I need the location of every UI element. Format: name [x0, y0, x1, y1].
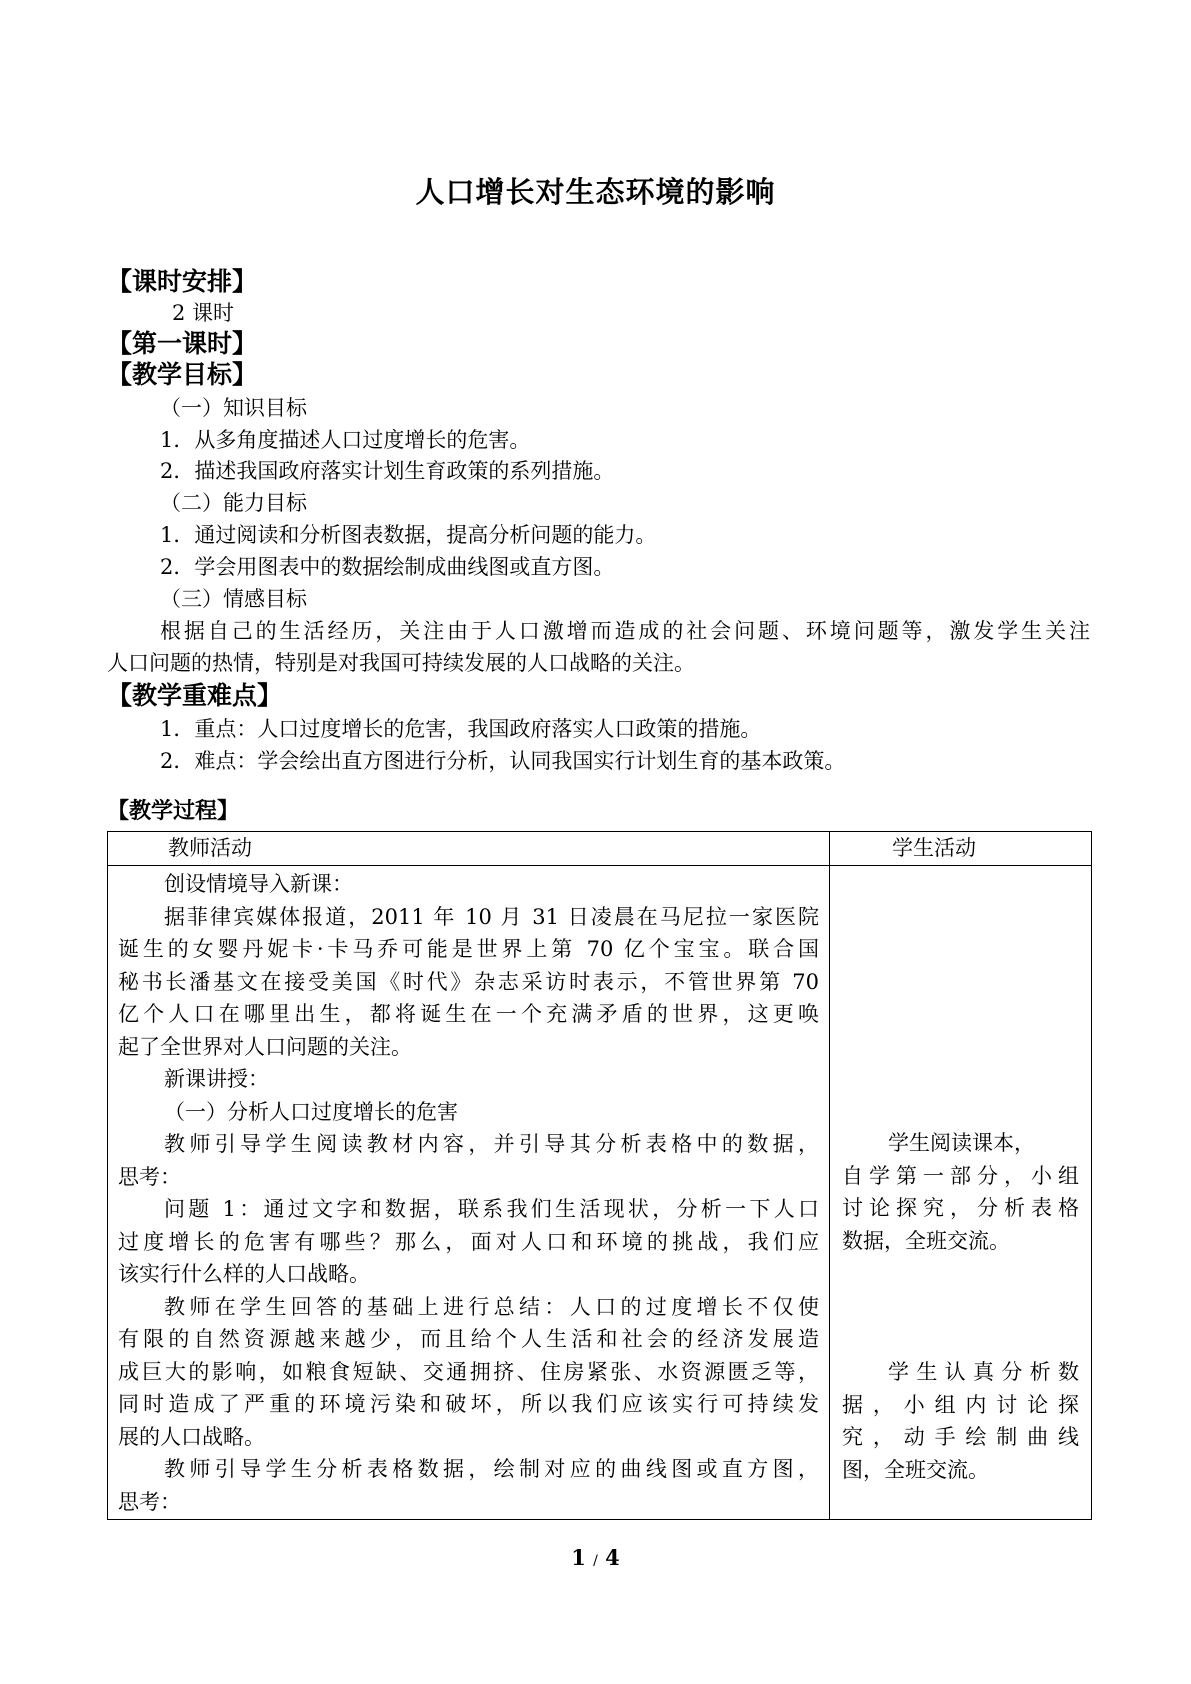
teacher-line: 新课讲授： [164, 1067, 269, 1091]
knowledge-objective-label: （一）知识目标 [160, 396, 307, 420]
emotion-objective-text: 人口问题的热情，特别是对我国可持续发展的人口战略的关注。 [107, 651, 695, 675]
page-number [0, 1545, 1191, 1570]
key-points-heading: 【教学重难点】 [107, 681, 283, 710]
teacher-line: 创设情境导入新课： [164, 872, 353, 896]
emotion-objective-label: （三）情感目标 [160, 587, 307, 611]
teacher-line: 诞生的女婴丹妮卡·卡马乔可能是世界上第 70 亿个宝宝。联合国 [118, 937, 819, 961]
student-line: 数据，全班交流。 [842, 1228, 1010, 1253]
teacher-line: 展的人口战略。 [118, 1424, 265, 1449]
teacher-line: 有限的自然资源越来越少，而且给个人生活和社会的经济发展造 [118, 1327, 819, 1351]
teacher-line: 该实行什么样的人口战略。 [118, 1262, 370, 1286]
knowledge-objective-item: 2．描述我国政府落实计划生育政策的系列措施。 [160, 459, 615, 483]
teacher-line: 思考： [118, 1489, 181, 1514]
student-column-header: 学生活动 [830, 832, 1092, 866]
page-separator: / [593, 1553, 598, 1569]
teacher-line: 教师在学生回答的基础上进行总结：人口的过度增长不仅使 [164, 1294, 819, 1319]
student-line: 图，全班交流。 [842, 1457, 989, 1482]
schedule-heading: 【课时安排】 [107, 267, 258, 296]
student-line: 学生阅读课本， [888, 1131, 1035, 1155]
teacher-line: 过度增长的危害有哪些？那么，面对人口和环境的挑战，我们应 [118, 1229, 819, 1254]
schedule-value: 2 课时 [172, 301, 235, 325]
teacher-column-header: 教师活动 [108, 832, 830, 866]
ability-objective-item: 2．学会用图表中的数据绘制成曲线图或直方图。 [160, 555, 615, 579]
emotion-objective-text: 根据自己的生活经历，关注由于人口激增而造成的社会问题、环境问题等，激发学生关注 [160, 619, 1090, 643]
teacher-line: 亿个人口在哪里出生，都将诞生在一个充满矛盾的世界，这更唤 [118, 1002, 819, 1026]
process-table [107, 831, 1092, 1520]
teacher-activity-cell [108, 866, 830, 1520]
student-activity-block [842, 1356, 1079, 1486]
student-line: 自学第一部分，小组 [842, 1163, 1079, 1188]
ability-objective-item: 1．通过阅读和分析图表数据，提高分析问题的能力。 [160, 523, 657, 547]
teacher-line: 秘书长潘基文在接受美国《时代》杂志采访时表示，不管世界第 70 [118, 969, 819, 994]
process-heading: 【教学过程】 [107, 799, 240, 824]
teacher-line: （一）分析人口过度增长的危害 [164, 1099, 458, 1124]
process-table-row [108, 866, 1092, 1520]
teacher-line: 同时造成了严重的环境污染和破坏，所以我们应该实行可持续发 [118, 1392, 819, 1416]
student-line: 究，动手绘制曲线 [842, 1425, 1079, 1449]
student-line: 学生认真分析数 [888, 1360, 1079, 1384]
objectives-heading: 【教学目标】 [107, 360, 258, 389]
process-table-header [108, 832, 1092, 866]
student-activity-block [842, 1127, 1079, 1257]
student-line: 据，小组内讨论探 [842, 1392, 1079, 1417]
student-line: 讨论探究，分析表格 [842, 1196, 1079, 1220]
first-lesson-heading: 【第一课时】 [107, 329, 258, 358]
page-total: 4 [605, 1545, 620, 1570]
teacher-line: 问题 1：通过文字和数据，联系我们生活现状，分析一下人口 [164, 1197, 819, 1221]
teacher-line: 教师引导学生分析表格数据，绘制对应的曲线图或直方图， [164, 1457, 819, 1481]
ability-objective-label: （二）能力目标 [160, 491, 307, 515]
page-current: 1 [571, 1545, 586, 1570]
student-activity-cell [830, 866, 1092, 1520]
teacher-line: 起了全世界对人口问题的关注。 [118, 1034, 412, 1059]
key-point-item: 1．重点：人口过度增长的危害，我国政府落实人口政策的措施。 [160, 717, 762, 741]
teacher-line: 据菲律宾媒体报道，2011 年 10 月 31 日凌晨在马尼拉一家医院 [164, 904, 819, 929]
key-point-item: 2．难点：学会绘出直方图进行分析，认同我国实行计划生育的基本政策。 [160, 749, 846, 773]
teacher-line: 成巨大的影响，如粮食短缺、交通拥挤、住房紧张、水资源匮乏等， [118, 1359, 819, 1384]
document-title: 人口增长对生态环境的影响 [415, 175, 776, 209]
teacher-line: 教师引导学生阅读教材内容，并引导其分析表格中的数据， [164, 1132, 819, 1156]
knowledge-objective-item: 1．从多角度描述人口过度增长的危害。 [160, 428, 531, 452]
teacher-line: 思考： [118, 1164, 181, 1189]
